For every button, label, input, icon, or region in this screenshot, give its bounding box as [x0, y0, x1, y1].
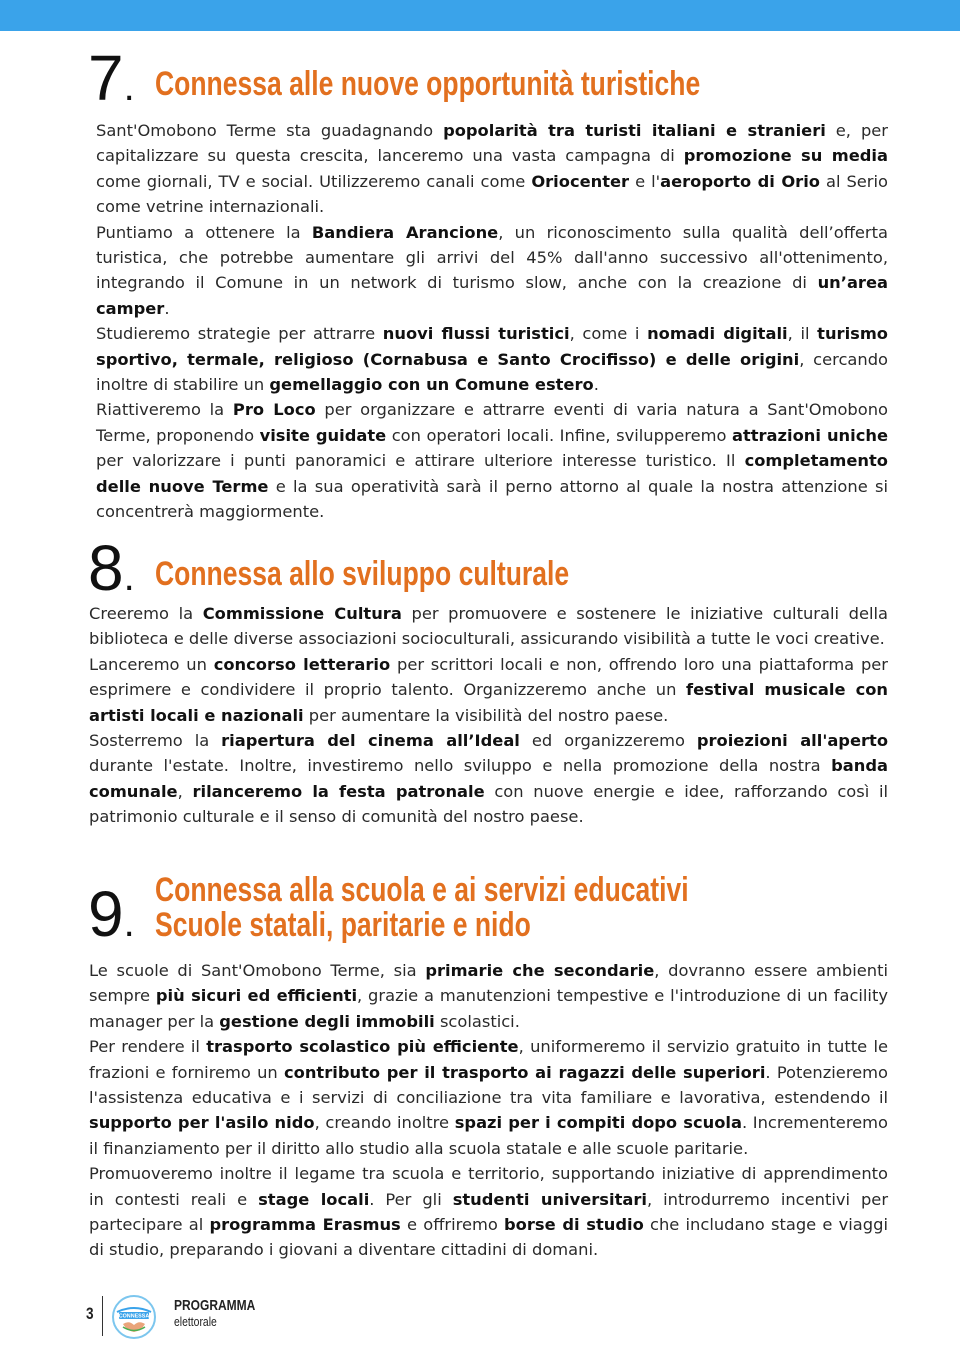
footer-label-line2: elettorale: [174, 1314, 217, 1329]
paragraph: [89, 1161, 888, 1263]
footer-label: [174, 1297, 255, 1330]
text-run: che includano stage e viaggi di studio, preparando i giovani a diventare cittadini di domani.: [89, 1215, 888, 1260]
text-run: per organizzare e attrarre eventi di varia natura a Sant'Omobono Terme, proponendo: [96, 400, 889, 445]
text-run: Promuoveremo inoltre il legame tra scuola e territorio, supportando iniziative di apprendimento in contesti reali e: [89, 1164, 888, 1209]
bold-text: supporto per l'asilo nido: [89, 1113, 315, 1133]
text-run: Le scuole di Sant'Omobono Terme, sia: [89, 961, 426, 980]
bold-text: borse di studio: [504, 1215, 644, 1235]
logo-text: CONNESSA: [118, 1313, 150, 1320]
text-run: , introdurremo incentivi per partecipare al: [89, 1189, 889, 1235]
section-number: 7.: [88, 42, 135, 114]
text-run: durante l'estate. Inoltre, investiremo nello sviluppo e nella promozione della nostra: [89, 756, 832, 776]
section-8-body: [89, 601, 888, 830]
text-run: per promuovere e sostenere le iniziative culturali della biblioteca e delle diverse associazioni socioculturali, assicurando visibilità a tutte le voci creative.: [89, 604, 889, 649]
paragraph: [96, 220, 888, 322]
text-run: . Potenzieremo l'assistenza educativa e i servizi di conciliazione tra vita familiare e lavorativa, estendendo il: [89, 1062, 888, 1108]
bold-text: visite guidate: [259, 425, 387, 445]
section-number: 8.: [88, 532, 135, 604]
bold-text: Oriocenter: [531, 171, 630, 191]
footer-label-line1: PROGRAMMA: [174, 1297, 256, 1314]
bold-text: completamento delle nuove Terme: [96, 451, 888, 496]
bold-text: Commissione Cultura: [202, 604, 402, 623]
text-run: come giornali, TV e social. Utilizzeremo canali come: [96, 171, 532, 191]
bold-text: Pro Loco: [232, 400, 316, 420]
text-run: Sosterremo la: [89, 731, 222, 751]
paragraph: [96, 118, 888, 220]
text-run: Creeremo la: [89, 604, 203, 623]
bold-text: proiezioni all'aperto: [696, 731, 889, 751]
text-run: e la sua operatività sarà il perno attorno al quale la nostra attenzione si concentrerà maggiormente.: [96, 476, 888, 522]
text-run: ,: [177, 781, 193, 801]
bold-text: festival musicale con artisti locali e nazionali: [89, 680, 889, 725]
text-run: con operatori locali. Infine, svilupperemo: [386, 425, 732, 445]
section-title: Connessa allo sviluppo culturale: [155, 555, 570, 593]
paragraph: [96, 397, 888, 524]
text-run: , un riconoscimento sulla qualità dell’offerta turistica, che potrebbe aumentare gli arrivi del 45% dall'anno successivo all'ottenimento, integrando il Comune in un network di turismo slow, anche con la creazione di: [96, 222, 888, 293]
text-run: per valorizzare i punti panoramici e attirare ulteriore interesse turistico. Il: [96, 451, 745, 471]
bold-text: attrazioni uniche: [731, 425, 888, 445]
bold-text: aeroporto di Orio: [660, 171, 820, 191]
bold-text: Bandiera Arancione: [311, 222, 499, 242]
text-run: , cercando inoltre di stabilire un: [96, 349, 889, 395]
bold-text: concorso letterario: [213, 654, 391, 674]
bold-text: popolarità tra turisti italiani e stranieri: [443, 121, 826, 140]
bold-text: studenti universitari: [452, 1189, 647, 1209]
bold-text: nomadi digitali: [647, 324, 788, 344]
bold-text: promozione su media: [683, 146, 888, 166]
text-run: Sant'Omobono Terme sta guadagnando: [96, 121, 444, 140]
paragraph: [89, 652, 888, 728]
bold-text: rilanceremo la festa patronale: [192, 781, 485, 801]
text-run: Per rendere il: [89, 1037, 207, 1057]
text-run: e, per capitalizzare su questa crescita, lanceremo una vasta campagna di: [96, 121, 888, 166]
text-run: con nuove energie e idee, rafforzando così il patrimonio culturale e il senso di comunità del nostro paese.: [89, 781, 888, 827]
text-run: , il: [787, 324, 818, 344]
text-run: Lanceremo un: [89, 654, 214, 674]
text-run: , dovranno essere ambienti sempre: [89, 961, 888, 1006]
bold-text: programma Erasmus: [209, 1215, 401, 1235]
paragraph: [89, 728, 888, 830]
bold-text: trasporto scolastico più efficiente: [206, 1037, 519, 1057]
text-run: e l': [629, 171, 661, 191]
text-run: Studieremo strategie per attrarre: [96, 324, 383, 344]
top-color-bar: [0, 0, 960, 31]
text-run: , grazie a manutenzioni tempestive e l'introduzione di un facility manager per la: [89, 986, 888, 1031]
section-title: Connessa alla scuola e ai servizi educativi: [155, 871, 689, 909]
paragraph: [89, 958, 888, 1034]
bold-text: stage locali: [258, 1189, 370, 1209]
bold-text: primarie che secondarie: [425, 961, 655, 980]
text-run: , come i: [569, 324, 648, 344]
text-run: e offriremo: [400, 1215, 505, 1235]
section-subtitle: Scuole statali, paritarie e nido: [155, 906, 531, 944]
bold-text: gemellaggio con un Comune estero: [269, 375, 594, 395]
paragraph: [89, 601, 888, 652]
text-run: . Per gli: [369, 1189, 453, 1209]
bold-text: un’area camper: [96, 273, 888, 318]
text-run: , creando inoltre: [314, 1113, 455, 1133]
text-run: , uniformeremo il servizio gratuito in tutte le frazioni e forniremo un: [89, 1037, 888, 1082]
text-run: .: [593, 375, 599, 395]
bold-text: gestione degli immobili: [219, 1011, 435, 1031]
connessa-logo-icon: [111, 1294, 157, 1340]
section-title: Connessa alle nuove opportunità turistiche: [155, 65, 701, 103]
bold-text: turismo sportivo, termale, religioso (Cornabusa e Santo Crocifisso) e delle origini: [96, 324, 888, 369]
bold-text: contributo per il trasporto ai ragazzi delle superiori: [284, 1062, 766, 1082]
text-run: . Incrementeremo il finanziamento per il diritto allo studio alla scuola statale e alle scuole paritarie.: [89, 1113, 889, 1158]
section-number: 9.: [88, 878, 135, 950]
paragraph: [89, 1034, 888, 1161]
paragraph: [96, 321, 888, 397]
text-run: al Serio come vetrine internazionali.: [96, 171, 888, 217]
footer-divider: [102, 1296, 103, 1336]
text-run: scolastici.: [434, 1011, 520, 1031]
section-7-body: [96, 118, 888, 525]
text-run: ed organizzeremo: [519, 731, 697, 751]
bold-text: banda comunale: [89, 756, 888, 801]
section-9-body: [89, 958, 888, 1263]
text-run: Puntiamo a ottenere la: [96, 222, 312, 242]
bold-text: nuovi flussi turistici: [382, 324, 570, 344]
text-run: .: [164, 298, 170, 318]
bold-text: spazi per i compiti dopo scuola: [454, 1113, 742, 1133]
text-run: per aumentare la visibilità del nostro paese.: [303, 705, 669, 725]
bold-text: riapertura del cinema all’Ideal: [221, 731, 520, 751]
page-number: 3: [86, 1304, 94, 1323]
text-run: Riattiveremo la: [96, 400, 233, 420]
text-run: per scrittori locali e non, offrendo loro una piattaforma per esprimere e condividere il proprio talento. Organizzeremo anche un: [89, 654, 888, 700]
bold-text: più sicuri ed efficienti: [155, 986, 358, 1006]
